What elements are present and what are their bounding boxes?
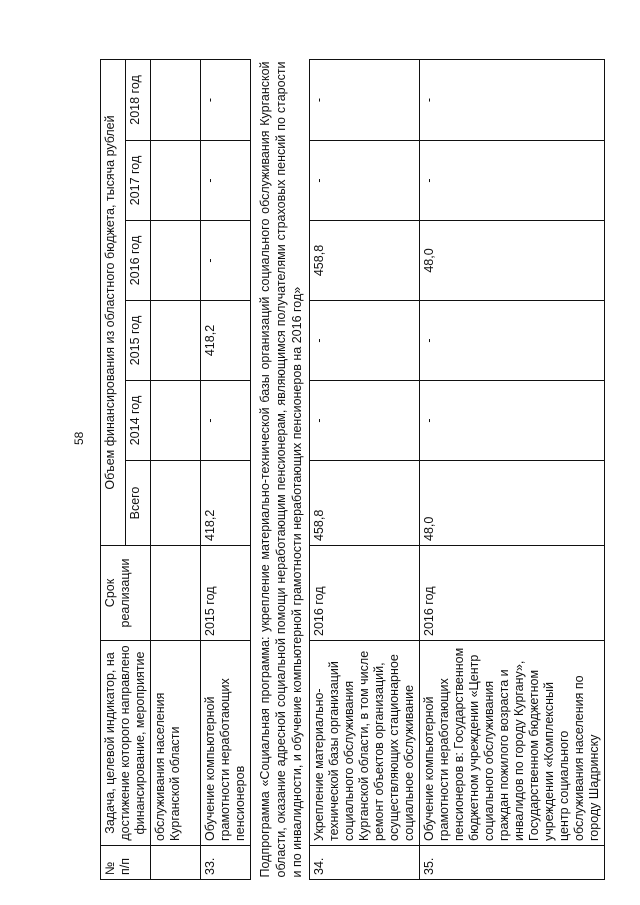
cell-2015: 418,2 (201, 301, 251, 381)
cell-2016: 458,8 (310, 221, 420, 301)
header-year-2017: 2017 год (126, 141, 151, 221)
subprogram-title: Подпрограмма «Социальная программа: укрепление материально-технической базы организаций социального обслуживания Курганской области, оказание адресной социальной помощи неработающим пенсионерам, являющимся получателями страховых пенсий по старости и по инвалидности, и обучение компьютерной грамотности неработающих пенсионеров на 2016 год» (258, 61, 304, 878)
header-term: Срок реализации (101, 546, 151, 641)
cell-term (151, 546, 201, 641)
cell-task: обслуживания населения Курганской области (151, 641, 201, 846)
cell-task: Обучение компьютерной грамотности неработающих пенсионеров (201, 641, 251, 846)
cell-2014: - (201, 381, 251, 461)
header-year-2014: 2014 год (126, 381, 151, 461)
cell-term: 2016 год (310, 546, 420, 641)
funding-table (100, 59, 605, 880)
cell-task: Обучение компьютерной грамотности неработающих пенсионеров в: Государственном бюджетном учреждении «Центр социального обслуживания граждан пожилого возраста и инвалидов по городу Кургану», Государственном бюджетном учреждении «Комплексный центр социального обслуживания населения по городу Шадринску (420, 641, 605, 846)
header-year-2016: 2016 год (126, 221, 151, 301)
cell-2018: - (201, 59, 251, 140)
cell-2018: - (420, 59, 605, 140)
header-total: Всего (126, 461, 151, 546)
rotated-page-content (100, 60, 620, 880)
table-row (201, 59, 251, 879)
table-row (310, 59, 420, 879)
table-row (420, 59, 605, 879)
header-funding: Объем финансирования из областного бюджета, тысяча рублей (101, 59, 126, 545)
cell-total (151, 461, 201, 546)
cell-total: 48,0 (420, 461, 605, 546)
table-row (151, 59, 201, 879)
cell-2017 (151, 141, 201, 221)
subprogram-row (251, 59, 310, 879)
cell-2015: - (420, 301, 605, 381)
cell-2018 (151, 59, 201, 140)
cell-term: 2016 год (420, 546, 605, 641)
cell-number: 34. (310, 846, 420, 880)
cell-2016 (151, 221, 201, 301)
header-year-2015: 2015 год (126, 301, 151, 381)
cell-2016: 48,0 (420, 221, 605, 301)
cell-total: 418,2 (201, 461, 251, 546)
cell-2017: - (420, 141, 605, 221)
cell-2015: - (310, 301, 420, 381)
header-task: Задача, целевой индикатор, на достижение которого направлено финансирование, мероприятие (101, 641, 151, 846)
cell-2018: - (310, 59, 420, 140)
cell-2014 (151, 381, 201, 461)
cell-number: 35. (420, 846, 605, 880)
cell-number (151, 846, 201, 880)
header-row-1 (101, 59, 126, 879)
cell-2014: - (420, 381, 605, 461)
cell-2016: - (201, 221, 251, 301)
cell-2017: - (310, 141, 420, 221)
cell-2015 (151, 301, 201, 381)
cell-2014: - (310, 381, 420, 461)
cell-2017: - (201, 141, 251, 221)
cell-total: 458,8 (310, 461, 420, 546)
cell-number: 33. (201, 846, 251, 880)
cell-term: 2015 год (201, 546, 251, 641)
page-number: 58 (72, 431, 86, 445)
cell-task: Укрепление материально-технической базы организаций социального обслуживания Курганской области, в том числе ремонт объектов организаций, осуществляющих стационарное социальное обслуживание (310, 641, 420, 846)
header-number: № п/п (101, 846, 151, 880)
header-year-2018: 2018 год (126, 59, 151, 140)
